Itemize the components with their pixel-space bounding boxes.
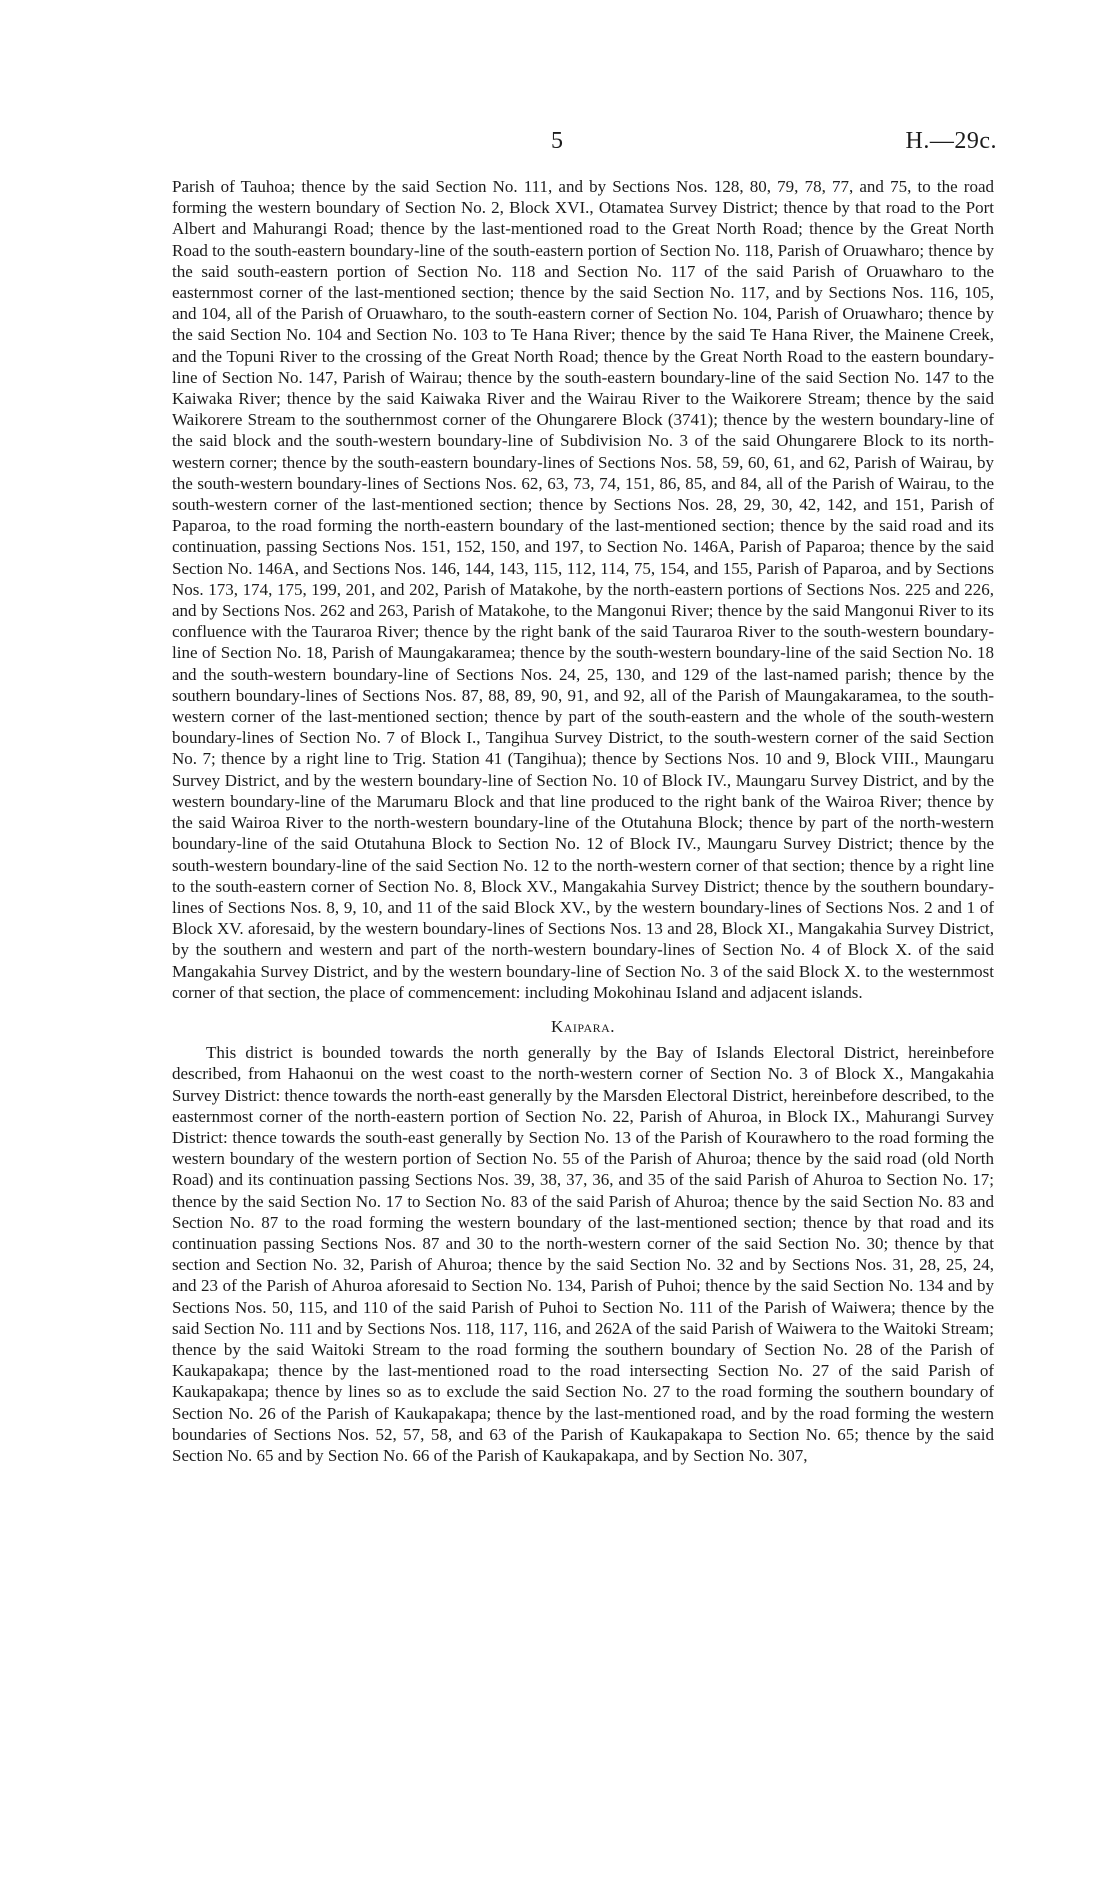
page-header — [0, 128, 1114, 158]
page-number: 5 — [551, 128, 563, 154]
body-text — [172, 176, 994, 1466]
document-code: H.—29c. — [905, 128, 997, 154]
continuation-paragraph: Parish of Tauhoa; thence by the said Section No. 111, and by Sections Nos. 128, 80, 79, 78, 77, and 75, to the road forming the western boundary of Section No. 2, Block XVI., Otamatea Survey District; thence by that road to the Port Albert and Mahurangi Road; thence by the last-mentioned road to the Great North Road; thence by the Great North Road to the south-eastern boundary-line of the south-eastern portion of Section No. 118, Parish of Oruawharo; thence by the said south-eastern portion of Section No. 118 and Section No. 117 of the said Parish of Oruawharo to the easternmost corner of the last-mentioned section; thence by the said Section No. 117, and by Sections Nos. 116, 105, and 104, all of the Parish of Oruawharo, to the south-eastern corner of Section No. 104, Parish of Oruawharo; thence by the said Section No. 104 and Section No. 103 to Te Hana River; thence by the said Te Hana River, the Mainene Creek, and the Topuni River to the crossing of the Great North Road; thence by the Great North Road to the eastern boundary-line of Section No. 147, Parish of Wairau; thence by the south-eastern boundary-line of the said Section No. 147 to the Kaiwaka River; thence by the said Kaiwaka River and the Wairau River to the Waikorere Stream; thence by the said Waikorere Stream to the southernmost corner of the Ohungarere Block (3741); thence by the western boundary-line of the said block and the south-western boundary-line of Subdivision No. 3 of the said Ohungarere Block to its north-western corner; thence by the south-eastern boundary-lines of Sections Nos. 58, 59, 60, 61, and 62, Parish of Wairau, by the south-western boundary-lines of Sections Nos. 62, 63, 73, 74, 151, 86, 85, and 84, all of the Parish of Wairau, to the south-western corner of the last-mentioned section; thence by Sections Nos. 28, 29, 30, 42, 142, and 151, Parish of Paparoa, to the road forming the north-eastern boundary of the last-mentioned section; thence by the said road and its continuation, passing Sections Nos. 151, 152, 150, and 197, to Section No. 146A, Parish of Paparoa; thence by the said Section No. 146A, and Sections Nos. 146, 144, 143, 115, 112, 114, 75, 154, and 155, Parish of Paparoa, and by Sections Nos. 173, 174, 175, 199, 201, and 202, Parish of Matakohe, by the north-eastern portions of Sections Nos. 225 and 226, and by Sections Nos. 262 and 263, Parish of Matakohe, to the Mangonui River; thence by the said Mangonui River to its confluence with the Tauraroa River; thence by the right bank of the said Tauraroa River to the south-western boundary-line of Section No. 18, Parish of Maungakaramea; thence by the south-western boundary-line of the said Section No. 18 and the south-western boundary-line of Sections Nos. 24, 25, 130, and 129 of the last-named parish; thence by the southern boundary-lines of Sections Nos. 87, 88, 89, 90, 91, and 92, all of the Parish of Maungakaramea, to the south-western corner of the last-mentioned section; thence by part of the south-eastern and the whole of the south-western boundary-lines of Section No. 7 of Block I., Tangihua Survey District, to the south-western corner of the said Section No. 7; thence by a right line to Trig. Station 41 (Tangihua); thence by Sections Nos. 10 and 9, Block VIII., Maungaru Survey District, and by the western boundary-line of Section No. 10 of Block IV., Maungaru Survey District, and by the western boundary-line of the Marumaru Block and that line produced to the right bank of the Wairoa River; thence by the said Wairoa River to the north-western boundary-line of the Otutahuna Block; thence by part of the north-western boundary-line of the said Otutahuna Block to Section No. 12 of Block IV., Maungaru Survey District; thence by the south-western boundary-line of the said Section No. 12 to the north-western corner of that section; thence by a right line to the south-eastern corner of Section No. 8, Block XV., Mangakahia Survey District; thence by the southern boundary-lines of Sections Nos. 8, 9, 10, and 11 of the said Block XV., by the western boundary-lines of Sections Nos. 2 and 1 of Block XV. aforesaid, by the western boundary-lines of Sections Nos. 13 and 28, Block XI., Mangakahia Survey District, by the southern and western and part of the north-western boundary-lines of Section No. 4 of Block X. of the said Mangakahia Survey District, and by the western boundary-line of Section No. 3 of the said Block X. to the westernmost corner of that section, the place of commencement: including Mokohinau Island and adjacent islands. — [172, 177, 994, 1002]
section-heading-kaipara: Kaipara. — [550, 1016, 616, 1036]
kaipara-paragraph: This district is bounded towards the north generally by the Bay of Islands Electoral District, hereinbefore described, from Hahaonui on the west coast to the north-western corner of Section No. 3 of Block X., Mangakahia Survey District: thence towards the north-east generally by the Marsden Electoral District, hereinbefore described, to the easternmost corner of the north-eastern portion of Section No. 22, Parish of Ahuroa, in Block IX., Mahurangi Survey District: thence towards the south-east generally by Section No. 13 of the Parish of Kourawhero to the road forming the western boundary of the western portion of Section No. 55 of the Parish of Ahuroa; thence by the said road (old North Road) and its continuation passing Sections Nos. 39, 38, 37, 36, and 35 of the said Parish of Ahuroa to Section No. 17; thence by the said Section No. 17 to Section No. 83 of the said Parish of Ahuroa; thence by the said Section No. 83 and Section No. 87 to the road forming the western boundary of the last-mentioned section; thence by that road and its continuation passing Sections Nos. 87 and 30 to the north-western corner of the said Section No. 30; thence by that section and Section No. 32, Parish of Ahuroa; thence by the said Section No. 32 and by Sections Nos. 31, 28, 25, 24, and 23 of the Parish of Ahuroa aforesaid to Section No. 134, Parish of Puhoi; thence by the said Section No. 134 and by Sections Nos. 50, 115, and 110 of the said Parish of Puhoi to Section No. 111 of the Parish of Waiwera; thence by the said Section No. 111 and by Sections Nos. 118, 117, 116, and 262A of the said Parish of Waiwera to the Waitoki Stream; thence by the said Waitoki Stream to the road forming the southern boundary of Section No. 28 of the Parish of Kaukapakapa; thence by the last-mentioned road to the road intersecting Section No. 27 of the said Parish of Kaukapakapa; thence by lines so as to exclude the said Section No. 27 to the road forming the southern boundary of Section No. 26 of the Parish of Kaukapakapa; thence by the last-mentioned road, and by the road forming the western boundaries of Sections Nos. 52, 57, 58, and 63 of the Parish of Kaukapakapa to Section No. 65; thence by the said Section No. 65 and by Section No. 66 of the Parish of Kaukapakapa, and by Section No. 307, — [172, 1043, 994, 1465]
